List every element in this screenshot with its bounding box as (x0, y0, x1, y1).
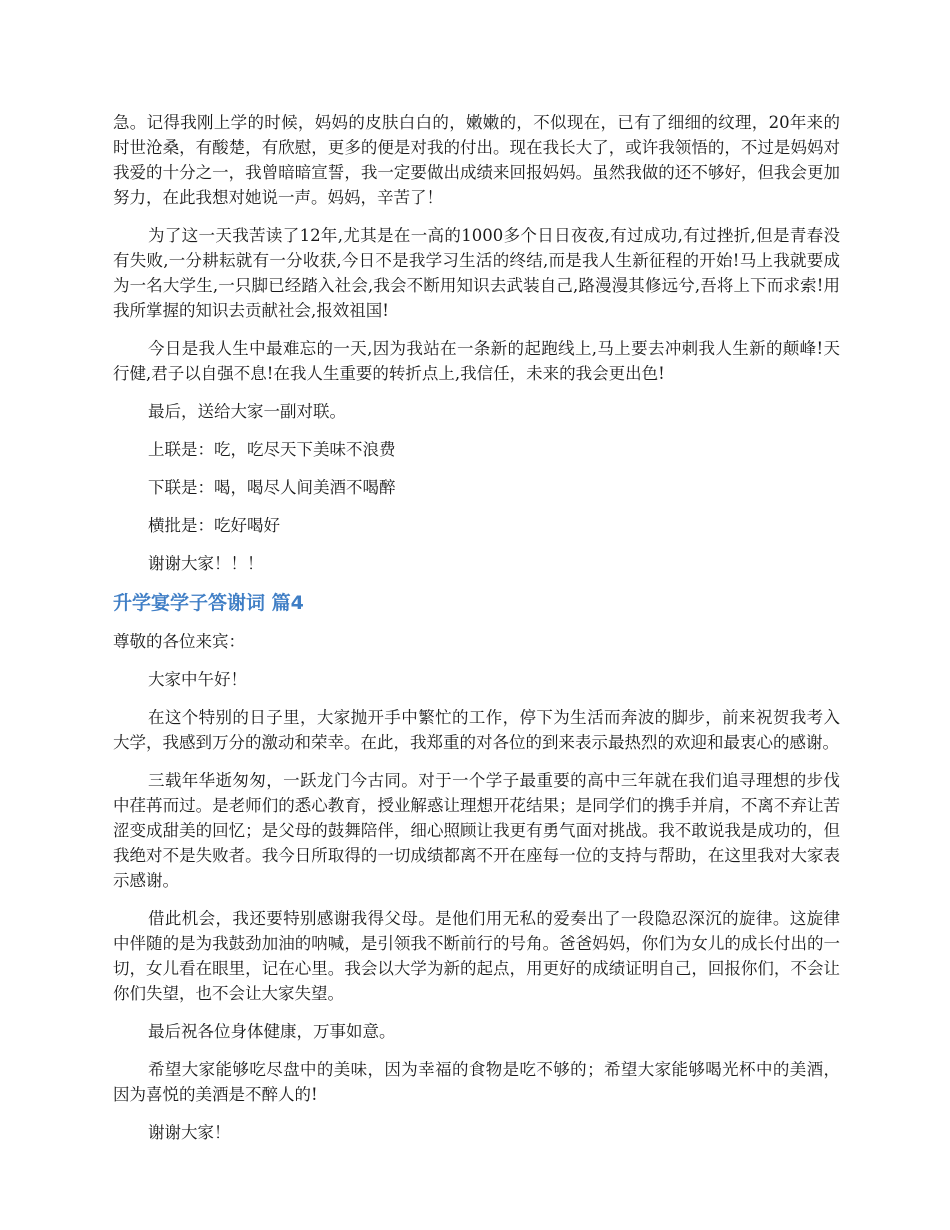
paragraph-greeting: 大家中午好！ (148, 670, 247, 689)
paragraph-wishes: 最后祝各位身体健康，万事如意。 (148, 1022, 396, 1041)
couplet-first-line: 上联是：吃，吃尽天下美味不浪费 (148, 440, 396, 459)
couplet-second-line: 下联是：喝，喝尽人间美酒不喝醉 (148, 478, 396, 497)
paragraph-closing-thanks: 谢谢大家！ (148, 1123, 231, 1142)
couplet-horizontal-scroll: 横批是：吃好喝好 (148, 516, 280, 535)
document-page (113, 110, 840, 1158)
paragraph-couplet-intro: 最后，送给大家一副对联。 (148, 402, 346, 421)
paragraph-continuation: 急。记得我刚上学的时候，妈妈的皮肤白白的，嫩嫩的，不似现在，已有了细细的纹理，20年来的时世沧桑，有酸楚，有欣慰，更多的便是对我的付出。现在我长大了，或许我领悟的，不过是妈妈对我爱的十分之一，我曾暗暗宣誓，我一定要做出成绩来回报妈妈。虽然我做的还不够好，但我会更加努力，在此我想对她说一声。妈妈，辛苦了！ (113, 113, 840, 207)
paragraph-enjoy: 希望大家能够吃尽盘中的美味，因为幸福的食物是吃不够的；希望大家能够喝光杯中的美酒，因为喜悦的美酒是不醉人的! (113, 1060, 840, 1104)
salutation: 尊敬的各位来宾： (113, 632, 245, 651)
section-heading: 升学宴学子答谢词 篇4 (113, 592, 304, 614)
paragraph-three-years: 三载年华逝匆匆，一跃龙门今古同。对于一个学子最重要的高中三年就在我们追寻理想的步伐中荏苒而过。是老师们的悉心教育，授业解惑让理想开花结果；是同学们的携手并肩，不离不弃让苦涩变成甜美的回忆；是父母的鼓舞陪伴，细心照顾让我更有勇气面对挑战。我不敢说我是成功的，但我绝对不是失败者。我今日所取得的一切成绩都离不开在座每一位的支持与帮助，在这里我对大家表示感谢。 (113, 771, 840, 890)
paragraph-study-years: 为了这一天我苦读了12年,尤其是在一高的1000多个日日夜夜,有过成功,有过挫折,但是青春没有失败,一分耕耘就有一分收获,今日不是我学习生活的终结,而是我人生新征程的开始!马上我就要成为一名大学生,一只脚已经踏入社会,我会不断用知识去武装自己,路漫漫其修远兮,吾将上下而求索!用我所掌握的知识去贡献社会,报效祖国! (113, 226, 840, 320)
paragraph-welcome: 在这个特别的日子里，大家抛开手中繁忙的工作，停下为生活而奔波的脚步，前来祝贺我考入大学，我感到万分的激动和荣幸。在此，我郑重的对各位的到来表示最热烈的欢迎和最衷心的感谢。 (113, 708, 840, 752)
paragraph-memorable-day: 今日是我人生中最难忘的一天,因为我站在一条新的起跑线上,马上要去冲刺我人生新的颠峰!天行健,君子以自强不息!在我人生重要的转折点上,我信任，未来的我会更出色! (113, 339, 840, 383)
paragraph-thanks: 谢谢大家！！！ (148, 554, 264, 573)
paragraph-thank-parents: 借此机会，我还要特别感谢我得父母。是他们用无私的爱奏出了一段隐忍深沉的旋律。这旋律中伴随的是为我鼓劲加油的呐喊，是引领我不断前行的号角。爸爸妈妈，你们为女儿的成长付出的一切，女儿看在眼里，记在心里。我会以大学为新的起点，用更好的成绩证明自己，回报你们，不会让你们失望，也不会让大家失望。 (113, 909, 840, 1003)
